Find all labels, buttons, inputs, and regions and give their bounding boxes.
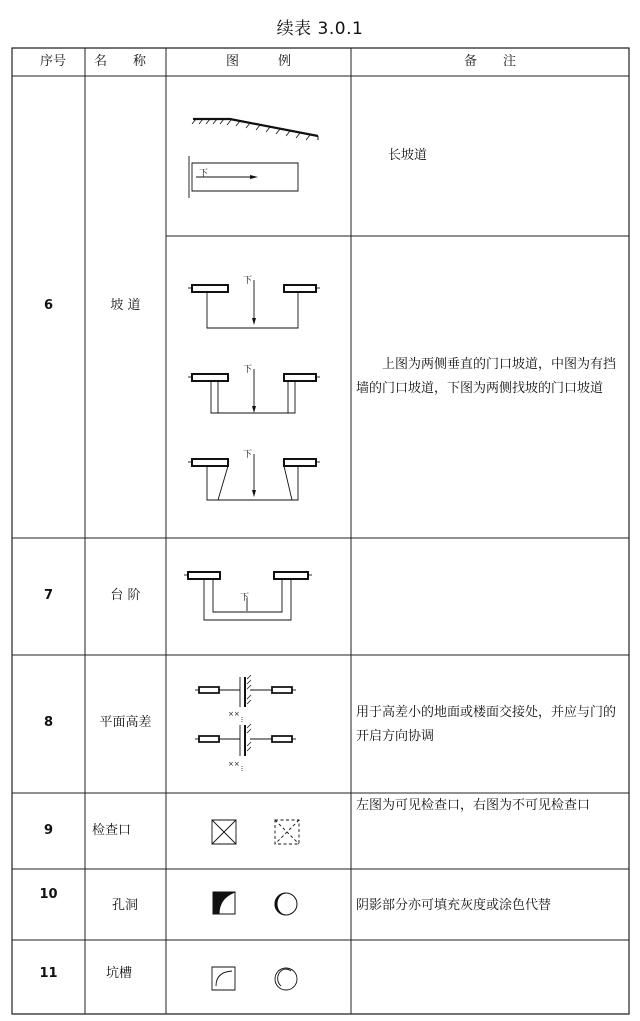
square-hole-symbol xyxy=(213,892,235,914)
row-number: 11 xyxy=(39,966,58,981)
square-pit-symbol xyxy=(212,967,235,990)
header-remark: 备 注 xyxy=(463,54,516,69)
visible-inspection-opening-symbol xyxy=(212,820,236,844)
table-title: 续表 3.0.1 xyxy=(276,19,364,39)
hidden-inspection-opening-symbol xyxy=(275,820,299,844)
row-number: 6 xyxy=(43,298,54,313)
row-remark: 长坡道 xyxy=(388,148,428,163)
ramp-down-label: 下 xyxy=(243,450,253,460)
row-remark: 用于高差小的地面或楼面交接处，并应与门的开启方向协调 xyxy=(356,705,617,744)
ramp-down-label: 下 xyxy=(243,276,253,286)
row-name: 台 阶 xyxy=(110,588,141,603)
row-remark: 左图为可见检查口，右图为不可见检查口 xyxy=(356,798,591,813)
door-ramp-retaining-wall-symbol xyxy=(188,369,320,413)
row-number: 10 xyxy=(39,887,58,902)
row-name: 坡 道 xyxy=(110,298,141,313)
header-name: 名 称 xyxy=(94,54,147,69)
level-difference-label: ×× xyxy=(228,710,240,718)
ramp-down-label: 下 xyxy=(199,169,209,179)
round-hole-symbol xyxy=(275,893,297,915)
row-remark: 阴影部分亦可填充灰度或涂色代替 xyxy=(356,898,552,913)
door-ramp-sloped-sides-symbol xyxy=(188,454,320,500)
door-ramp-vertical-symbol xyxy=(188,280,320,328)
row-number: 9 xyxy=(43,823,54,838)
round-pit-symbol xyxy=(275,968,297,990)
row-name: 平面高差 xyxy=(99,715,152,730)
long-ramp-symbol xyxy=(189,119,318,198)
steps-down-label: 下 xyxy=(240,593,250,603)
row-name: 检查口 xyxy=(92,823,132,838)
ramp-down-label: 下 xyxy=(243,365,253,375)
row-name: 坑槽 xyxy=(106,966,133,981)
header-number: 序号 xyxy=(40,54,67,69)
row-name: 孔洞 xyxy=(112,898,139,913)
level-difference-label: ×× xyxy=(228,760,240,768)
level-difference-symbol xyxy=(195,675,296,771)
row-number: 7 xyxy=(43,588,54,603)
row-number: 8 xyxy=(43,715,54,730)
header-legend: 图 例 xyxy=(225,54,291,69)
row-remark: 上图为两侧垂直的门口坡道，中图为有挡墙的门口坡道，下图为两侧找坡的门口坡道 xyxy=(356,357,617,396)
